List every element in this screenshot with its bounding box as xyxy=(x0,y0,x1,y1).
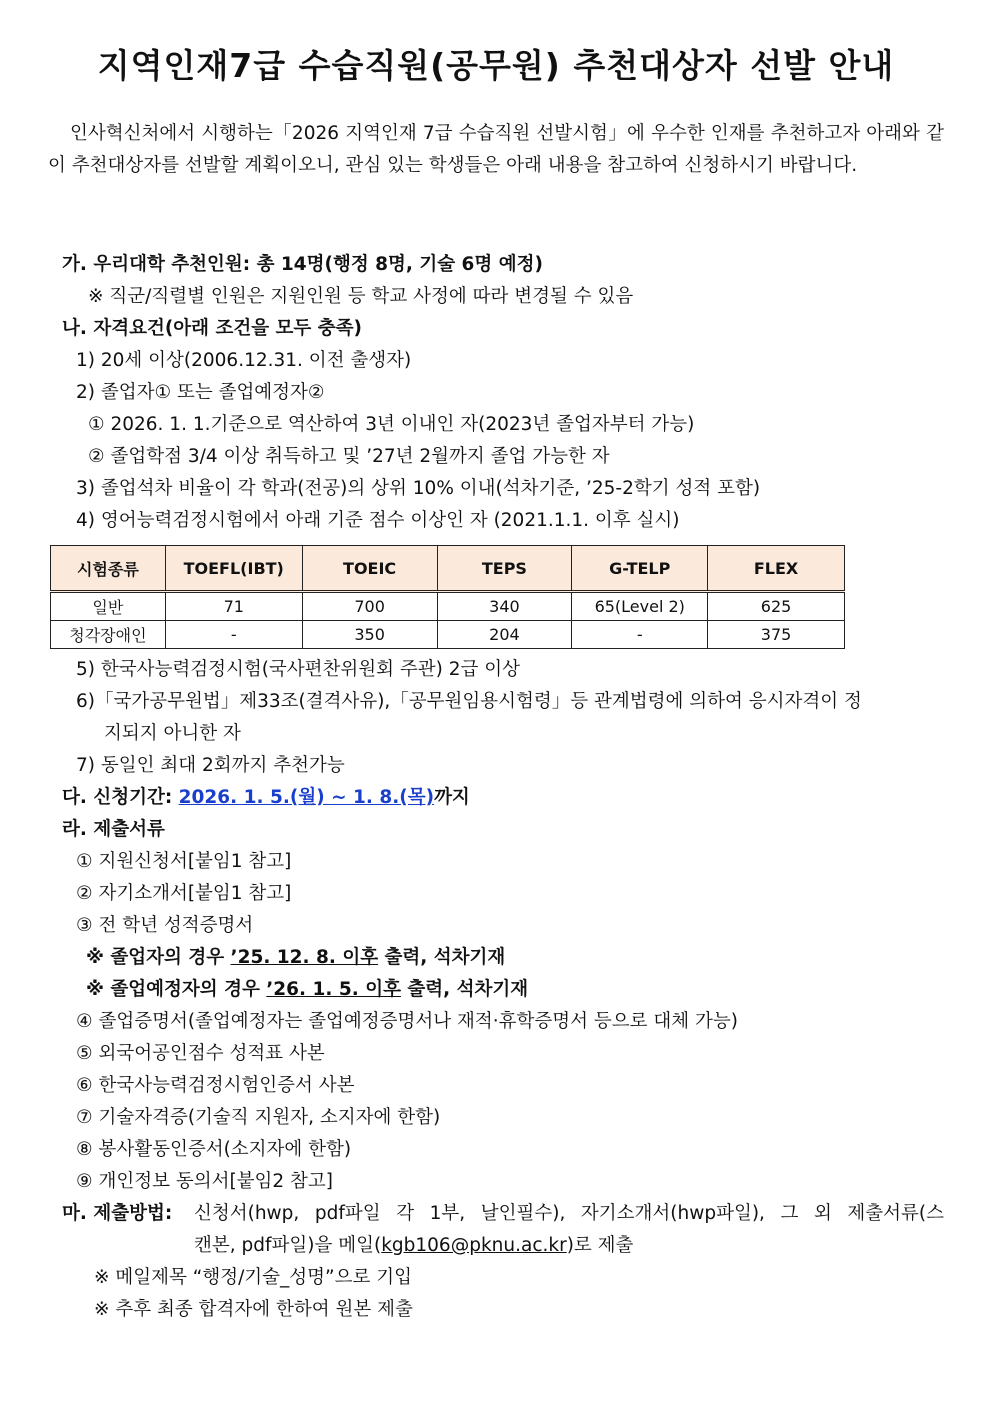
table-cell: 340 xyxy=(437,592,572,621)
table-cell: 청각장애인 xyxy=(51,621,166,649)
table-header-cell: FLEX xyxy=(708,546,845,592)
table-header-cell: TOEIC xyxy=(302,546,437,592)
table-header-cell: TEPS xyxy=(437,546,572,592)
qualification-item-3: 3) 졸업석차 비율이 각 학과(전공)의 상위 10% 이내(석차기준, ’25-2학기 성적 포함) xyxy=(76,478,761,499)
note-date: ’26. 1. 5. 이후 xyxy=(266,979,401,1000)
table-cell: 625 xyxy=(708,592,845,621)
table-row xyxy=(51,592,845,621)
submission-text: )로 제출 xyxy=(566,1235,634,1256)
email-subject-note: ※ 메일제목 “행정/기술_성명”으로 기입 xyxy=(94,1267,412,1288)
submission-method-line-2 xyxy=(194,1230,633,1262)
application-period-suffix: 까지 xyxy=(434,787,470,808)
table-row xyxy=(51,621,845,649)
page-title: 지역인재7급 수습직원(공무원) 추천대상자 선발 안내 xyxy=(97,46,895,85)
table-cell: 71 xyxy=(165,592,302,621)
qualification-item-6-line-2: 지되지 아니한 자 xyxy=(104,723,241,744)
table-cell: 204 xyxy=(437,621,572,649)
qualification-heading: 나. 자격요건(아래 조건을 모두 충족) xyxy=(62,318,362,339)
qualification-item-6-line-1: 6)「국가공무원법」제33조(결격사유),「공무원임용시험령」등 관계법령에 의하여 응시자격이 정 xyxy=(76,691,862,712)
qualification-item-4: 4) 영어능력검정시험에서 아래 기준 점수 이상인 자 (2021.1.1. 이후 실시) xyxy=(76,510,680,531)
note-date: ’25. 12. 8. 이후 xyxy=(230,947,379,968)
qualification-item-7: 7) 동일인 최대 2회까지 추천가능 xyxy=(76,755,345,776)
application-period-label: 다. 신청기간: xyxy=(62,787,179,808)
table-header-cell: G-TELP xyxy=(572,546,708,592)
document-item-5: ⑤ 외국어공인점수 성적표 사본 xyxy=(76,1043,325,1064)
note-text: 출력, 석차기재 xyxy=(378,947,506,968)
documents-heading: 라. 제출서류 xyxy=(62,819,165,840)
submission-method-label: 마. 제출방법: xyxy=(62,1203,173,1224)
note-text: ※ 졸업예정자의 경우 xyxy=(86,979,267,1000)
document-item-2: ② 자기소개서[붙임1 참고] xyxy=(76,883,292,904)
submission-email-link[interactable]: kgb106@pknu.ac.kr xyxy=(381,1235,567,1256)
document-item-8: ⑧ 봉사활동인증서(소지자에 한함) xyxy=(76,1139,352,1160)
note-text: 출력, 석차기재 xyxy=(400,979,529,1000)
english-score-table xyxy=(50,545,845,649)
document-item-3: ③ 전 학년 성적증명서 xyxy=(76,915,254,936)
qualification-item-2-sub-2: ② 졸업학점 3/4 이상 취득하고 및 ’27년 2월까지 졸업 가능한 자 xyxy=(88,446,610,467)
table-header-cell: TOEFL(IBT) xyxy=(165,546,302,592)
table-cell: 350 xyxy=(302,621,437,649)
table-cell: 일반 xyxy=(51,592,166,621)
recommend-count-note: ※ 직군/직렬별 인원은 지원인원 등 학교 사정에 따라 변경될 수 있음 xyxy=(88,286,634,307)
application-period xyxy=(62,782,470,814)
application-period-dates: 2026. 1. 5.(월) ~ 1. 8.(목) xyxy=(178,787,435,808)
table-header-cell: 시험종류 xyxy=(51,546,166,592)
qualification-item-1: 1) 20세 이상(2006.12.31. 이전 출생자) xyxy=(76,350,412,371)
note-text: ※ 졸업자의 경우 xyxy=(86,947,231,968)
table-header-row xyxy=(51,546,845,592)
table-cell: 375 xyxy=(708,621,845,649)
qualification-item-2-sub-1: ① 2026. 1. 1.기준으로 역산하여 3년 이내인 자(2023년 졸업자부터 가능) xyxy=(88,414,695,435)
graduate-transcript-note xyxy=(86,942,505,974)
table-cell: - xyxy=(165,621,302,649)
document-item-6: ⑥ 한국사능력검정시험인증서 사본 xyxy=(76,1075,355,1096)
recommend-count-heading: 가. 우리대학 추천인원: 총 14명(행정 8명, 기술 6명 예정) xyxy=(62,254,543,275)
qualification-item-2: 2) 졸업자① 또는 졸업예정자② xyxy=(76,382,325,403)
document-item-9: ⑨ 개인정보 동의서[붙임2 참고] xyxy=(76,1171,334,1192)
submission-text: 캔본, pdf파일)을 메일( xyxy=(194,1235,382,1256)
original-submission-note: ※ 추후 최종 합격자에 한하여 원본 제출 xyxy=(94,1299,413,1320)
document-item-7: ⑦ 기술자격증(기술직 지원자, 소지자에 한함) xyxy=(76,1107,441,1128)
table-cell: - xyxy=(572,621,708,649)
expected-graduate-transcript-note xyxy=(86,974,528,1006)
intro-paragraph: 인사혁신처에서 시행하는「2026 지역인재 7급 수습직원 선발시험」에 우수한 인재를 추천하고자 아래와 같이 추천대상자를 선발할 계획이오니, 관심 있는 학생들은 아래 내용을 참고하여 신청하시기 바랍니다. xyxy=(48,123,944,176)
document-item-4: ④ 졸업증명서(졸업예정자는 졸업예정증명서나 재적·휴학증명서 등으로 대체 가능) xyxy=(76,1011,738,1032)
qualification-item-5: 5) 한국사능력검정시험(국사편찬위원회 주관) 2급 이상 xyxy=(76,659,521,680)
document-item-1: ① 지원신청서[붙임1 참고] xyxy=(76,851,292,872)
submission-method-line-1: 신청서(hwp, pdf파일 각 1부, 날인필수), 자기소개서(hwp파일), 그 외 제출서류(스 xyxy=(194,1203,944,1224)
table-cell: 65(Level 2) xyxy=(572,592,708,621)
table-cell: 700 xyxy=(302,592,437,621)
